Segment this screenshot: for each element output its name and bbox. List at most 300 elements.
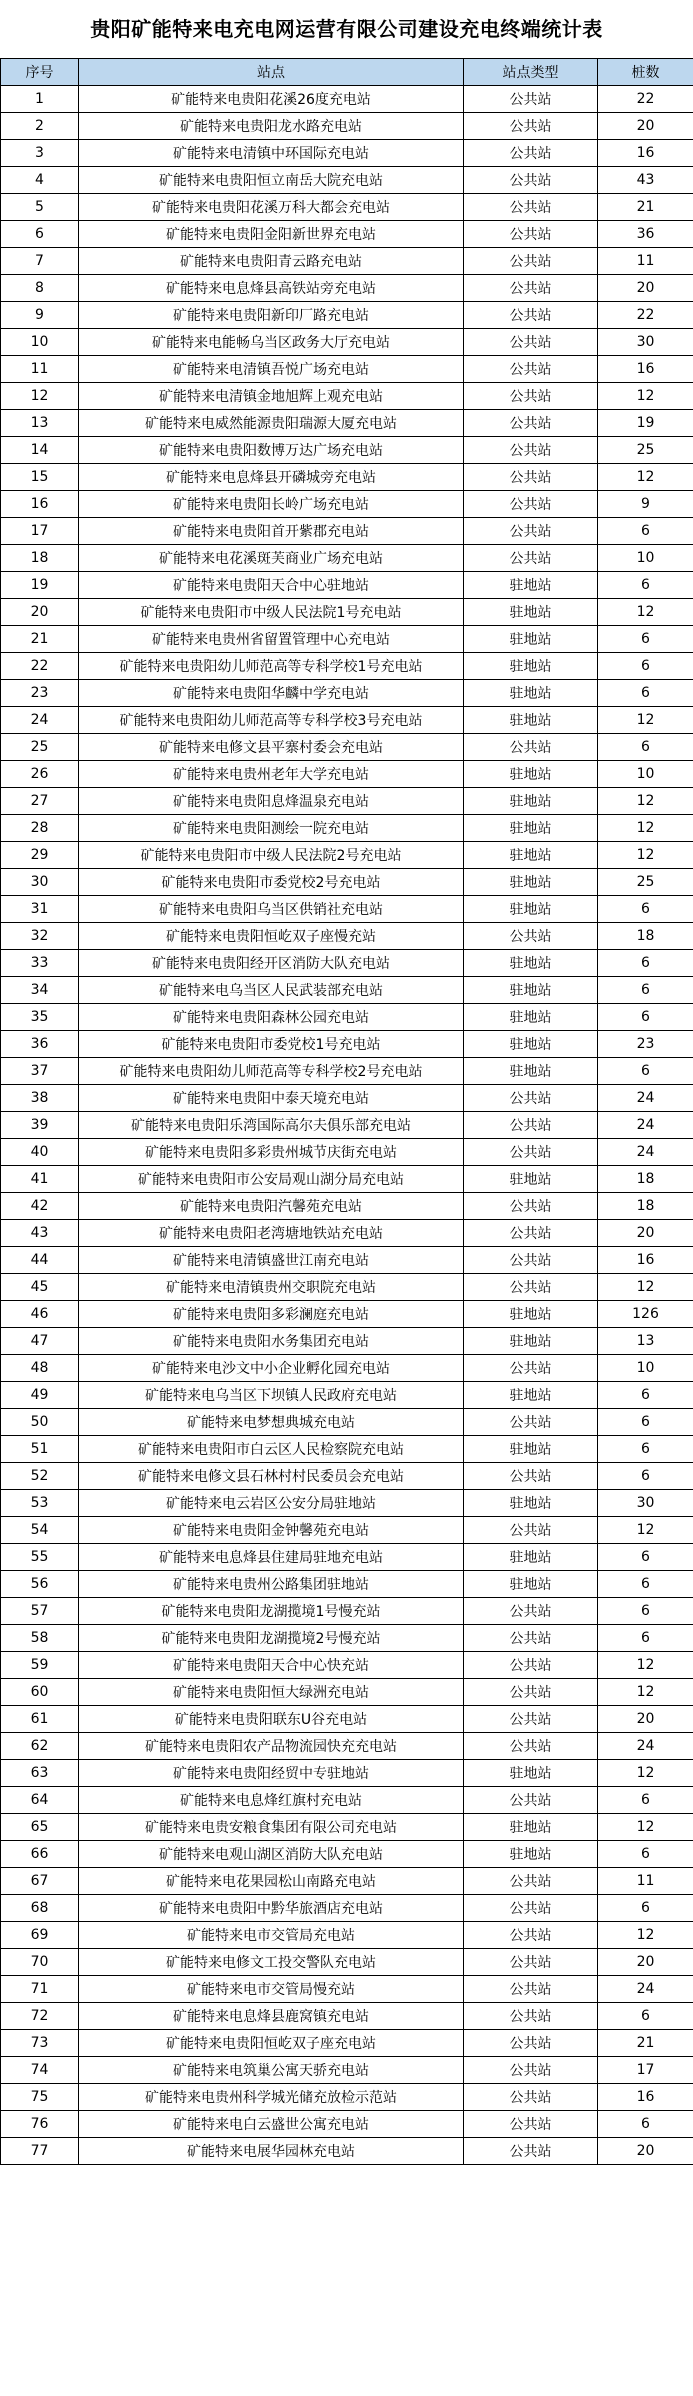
station-name-cell: 矿能特来电清镇盛世江南充电站 xyxy=(79,1247,464,1274)
table-row xyxy=(1,1004,693,1031)
row-number-cell: 35 xyxy=(1,1004,79,1031)
pile-count-cell: 6 xyxy=(598,1382,693,1409)
station-type-cell: 驻地站 xyxy=(464,977,598,1004)
table-row xyxy=(1,1733,693,1760)
station-name-cell: 矿能特来电乌当区人民武装部充电站 xyxy=(79,977,464,1004)
station-type-cell: 驻地站 xyxy=(464,626,598,653)
pile-count-cell: 6 xyxy=(598,1571,693,1598)
station-name-cell: 矿能特来电贵阳市中级人民法院2号充电站 xyxy=(79,842,464,869)
pile-count-cell: 6 xyxy=(598,2111,693,2138)
station-type-cell: 公共站 xyxy=(464,1976,598,2003)
row-number-cell: 72 xyxy=(1,2003,79,2030)
station-name-cell: 矿能特来电贵阳恒立南岳大院充电站 xyxy=(79,167,464,194)
station-name-cell: 矿能特来电贵阳龙水路充电站 xyxy=(79,113,464,140)
station-type-cell: 驻地站 xyxy=(464,869,598,896)
row-number-cell: 2 xyxy=(1,113,79,140)
row-number-cell: 56 xyxy=(1,1571,79,1598)
pile-count-cell: 18 xyxy=(598,1166,693,1193)
station-type-cell: 公共站 xyxy=(464,1679,598,1706)
station-name-cell: 矿能特来电贵阳幼儿师范高等专科学校3号充电站 xyxy=(79,707,464,734)
table-row xyxy=(1,1787,693,1814)
station-name-cell: 矿能特来电梦想典城充电站 xyxy=(79,1409,464,1436)
station-type-cell: 公共站 xyxy=(464,464,598,491)
station-type-cell: 驻地站 xyxy=(464,680,598,707)
table-row xyxy=(1,491,693,518)
row-number-cell: 38 xyxy=(1,1085,79,1112)
pile-count-cell: 6 xyxy=(598,1895,693,1922)
table-row xyxy=(1,302,693,329)
table-row xyxy=(1,1841,693,1868)
pile-count-cell: 10 xyxy=(598,1355,693,1382)
row-number-cell: 44 xyxy=(1,1247,79,1274)
row-number-cell: 74 xyxy=(1,2057,79,2084)
station-type-cell: 驻地站 xyxy=(464,1382,598,1409)
table-row xyxy=(1,113,693,140)
station-name-cell: 矿能特来电贵阳中泰天境充电站 xyxy=(79,1085,464,1112)
row-number-cell: 22 xyxy=(1,653,79,680)
row-number-cell: 73 xyxy=(1,2030,79,2057)
table-row xyxy=(1,1544,693,1571)
row-number-cell: 52 xyxy=(1,1463,79,1490)
header-no: 序号 xyxy=(1,59,79,86)
pile-count-cell: 12 xyxy=(598,1814,693,1841)
station-name-cell: 矿能特来电贵阳恒屹双子座充电站 xyxy=(79,2030,464,2057)
table-row xyxy=(1,1868,693,1895)
pile-count-cell: 36 xyxy=(598,221,693,248)
station-type-cell: 公共站 xyxy=(464,1220,598,1247)
station-name-cell: 矿能特来电能畅乌当区政务大厅充电站 xyxy=(79,329,464,356)
row-number-cell: 4 xyxy=(1,167,79,194)
station-type-cell: 驻地站 xyxy=(464,653,598,680)
station-type-cell: 公共站 xyxy=(464,2030,598,2057)
pile-count-cell: 16 xyxy=(598,140,693,167)
station-type-cell: 公共站 xyxy=(464,2057,598,2084)
row-number-cell: 41 xyxy=(1,1166,79,1193)
pile-count-cell: 16 xyxy=(598,356,693,383)
station-name-cell: 矿能特来电贵阳花溪万科大都会充电站 xyxy=(79,194,464,221)
row-number-cell: 64 xyxy=(1,1787,79,1814)
station-type-cell: 驻地站 xyxy=(464,1301,598,1328)
station-type-cell: 公共站 xyxy=(464,2111,598,2138)
station-name-cell: 矿能特来电贵阳市中级人民法院1号充电站 xyxy=(79,599,464,626)
table-row xyxy=(1,221,693,248)
station-type-cell: 驻地站 xyxy=(464,1544,598,1571)
row-number-cell: 70 xyxy=(1,1949,79,1976)
pile-count-cell: 6 xyxy=(598,977,693,1004)
header-type: 站点类型 xyxy=(464,59,598,86)
row-number-cell: 36 xyxy=(1,1031,79,1058)
station-type-cell: 公共站 xyxy=(464,2138,598,2165)
table-row xyxy=(1,572,693,599)
table-row xyxy=(1,1355,693,1382)
table-row xyxy=(1,1274,693,1301)
pile-count-cell: 12 xyxy=(598,707,693,734)
table-row xyxy=(1,950,693,977)
table-row xyxy=(1,1976,693,2003)
table-row xyxy=(1,248,693,275)
station-type-cell: 公共站 xyxy=(464,248,598,275)
header-name: 站点 xyxy=(79,59,464,86)
station-type-cell: 公共站 xyxy=(464,2084,598,2111)
row-number-cell: 61 xyxy=(1,1706,79,1733)
row-number-cell: 29 xyxy=(1,842,79,869)
station-type-cell: 公共站 xyxy=(464,221,598,248)
table-row xyxy=(1,2057,693,2084)
row-number-cell: 20 xyxy=(1,599,79,626)
station-name-cell: 矿能特来电清镇吾悦广场充电站 xyxy=(79,356,464,383)
pile-count-cell: 25 xyxy=(598,869,693,896)
station-name-cell: 矿能特来电清镇金地旭辉上观充电站 xyxy=(79,383,464,410)
row-number-cell: 28 xyxy=(1,815,79,842)
station-name-cell: 矿能特来电贵阳市委党校2号充电站 xyxy=(79,869,464,896)
table-row xyxy=(1,545,693,572)
station-type-cell: 驻地站 xyxy=(464,1328,598,1355)
table-row xyxy=(1,1409,693,1436)
station-name-cell: 矿能特来电贵阳数博万达广场充电站 xyxy=(79,437,464,464)
table-row xyxy=(1,923,693,950)
station-type-cell: 公共站 xyxy=(464,1463,598,1490)
table-row xyxy=(1,1625,693,1652)
station-name-cell: 矿能特来电贵安粮食集团有限公司充电站 xyxy=(79,1814,464,1841)
row-number-cell: 27 xyxy=(1,788,79,815)
row-number-cell: 15 xyxy=(1,464,79,491)
row-number-cell: 58 xyxy=(1,1625,79,1652)
pile-count-cell: 16 xyxy=(598,1247,693,1274)
pile-count-cell: 24 xyxy=(598,1112,693,1139)
station-type-cell: 驻地站 xyxy=(464,1058,598,1085)
row-number-cell: 8 xyxy=(1,275,79,302)
row-number-cell: 7 xyxy=(1,248,79,275)
station-name-cell: 矿能特来电贵阳息烽温泉充电站 xyxy=(79,788,464,815)
table-row xyxy=(1,140,693,167)
station-name-cell: 矿能特来电展华园林充电站 xyxy=(79,2138,464,2165)
table-row xyxy=(1,761,693,788)
table-row xyxy=(1,1166,693,1193)
table-row xyxy=(1,1571,693,1598)
station-name-cell: 矿能特来电贵阳多彩澜庭充电站 xyxy=(79,1301,464,1328)
row-number-cell: 40 xyxy=(1,1139,79,1166)
station-type-cell: 公共站 xyxy=(464,356,598,383)
table-row xyxy=(1,1706,693,1733)
table-row xyxy=(1,356,693,383)
row-number-cell: 31 xyxy=(1,896,79,923)
station-name-cell: 矿能特来电息烽县住建局驻地充电站 xyxy=(79,1544,464,1571)
row-number-cell: 42 xyxy=(1,1193,79,1220)
pile-count-cell: 30 xyxy=(598,329,693,356)
row-number-cell: 32 xyxy=(1,923,79,950)
table-row xyxy=(1,1490,693,1517)
station-type-cell: 公共站 xyxy=(464,1112,598,1139)
pile-count-cell: 6 xyxy=(598,572,693,599)
station-name-cell: 矿能特来电贵阳幼儿师范高等专科学校2号充电站 xyxy=(79,1058,464,1085)
station-type-cell: 公共站 xyxy=(464,275,598,302)
pile-count-cell: 6 xyxy=(598,680,693,707)
station-type-cell: 公共站 xyxy=(464,1517,598,1544)
pile-count-cell: 6 xyxy=(598,734,693,761)
pile-count-cell: 12 xyxy=(598,1517,693,1544)
row-number-cell: 24 xyxy=(1,707,79,734)
pile-count-cell: 43 xyxy=(598,167,693,194)
table-row xyxy=(1,167,693,194)
station-type-cell: 驻地站 xyxy=(464,1166,598,1193)
station-type-cell: 公共站 xyxy=(464,1085,598,1112)
pile-count-cell: 6 xyxy=(598,1544,693,1571)
table-row xyxy=(1,437,693,464)
pile-count-cell: 11 xyxy=(598,1868,693,1895)
table-row xyxy=(1,1058,693,1085)
station-name-cell: 矿能特来电清镇贵州交职院充电站 xyxy=(79,1274,464,1301)
pile-count-cell: 30 xyxy=(598,1490,693,1517)
pile-count-cell: 12 xyxy=(598,1760,693,1787)
table-row xyxy=(1,1463,693,1490)
row-number-cell: 30 xyxy=(1,869,79,896)
table-row xyxy=(1,842,693,869)
station-type-cell: 公共站 xyxy=(464,1274,598,1301)
station-type-cell: 公共站 xyxy=(464,1733,598,1760)
station-type-cell: 驻地站 xyxy=(464,1031,598,1058)
row-number-cell: 75 xyxy=(1,2084,79,2111)
row-number-cell: 62 xyxy=(1,1733,79,1760)
station-name-cell: 矿能特来电沙文中小企业孵化园充电站 xyxy=(79,1355,464,1382)
row-number-cell: 51 xyxy=(1,1436,79,1463)
pile-count-cell: 6 xyxy=(598,1463,693,1490)
pile-count-cell: 20 xyxy=(598,275,693,302)
pile-count-cell: 23 xyxy=(598,1031,693,1058)
table-row xyxy=(1,1031,693,1058)
station-name-cell: 矿能特来电贵阳市公安局观山湖分局充电站 xyxy=(79,1166,464,1193)
row-number-cell: 33 xyxy=(1,950,79,977)
table-row xyxy=(1,194,693,221)
row-number-cell: 26 xyxy=(1,761,79,788)
pile-count-cell: 9 xyxy=(598,491,693,518)
pile-count-cell: 6 xyxy=(598,896,693,923)
table-row xyxy=(1,1112,693,1139)
station-type-cell: 公共站 xyxy=(464,329,598,356)
station-name-cell: 矿能特来电贵阳首开紫郡充电站 xyxy=(79,518,464,545)
station-name-cell: 矿能特来电贵阳乐湾国际高尔夫俱乐部充电站 xyxy=(79,1112,464,1139)
table-row xyxy=(1,2003,693,2030)
station-type-cell: 驻地站 xyxy=(464,1490,598,1517)
station-name-cell: 矿能特来电贵州科学城光储充放检示范站 xyxy=(79,2084,464,2111)
station-type-cell: 公共站 xyxy=(464,1895,598,1922)
table-row xyxy=(1,896,693,923)
table-row xyxy=(1,815,693,842)
station-name-cell: 矿能特来电修文县石林村村民委员会充电站 xyxy=(79,1463,464,1490)
pile-count-cell: 20 xyxy=(598,1949,693,1976)
row-number-cell: 65 xyxy=(1,1814,79,1841)
row-number-cell: 14 xyxy=(1,437,79,464)
station-name-cell: 矿能特来电贵阳联东U谷充电站 xyxy=(79,1706,464,1733)
station-name-cell: 矿能特来电息烽县鹿窝镇充电站 xyxy=(79,2003,464,2030)
station-name-cell: 矿能特来电贵阳中黔华旅酒店充电站 xyxy=(79,1895,464,1922)
station-name-cell: 矿能特来电贵阳经贸中专驻地站 xyxy=(79,1760,464,1787)
pile-count-cell: 12 xyxy=(598,1922,693,1949)
table-row xyxy=(1,1679,693,1706)
station-name-cell: 矿能特来电筑巢公寓天骄充电站 xyxy=(79,2057,464,2084)
row-number-cell: 37 xyxy=(1,1058,79,1085)
pile-count-cell: 17 xyxy=(598,2057,693,2084)
table-row xyxy=(1,1760,693,1787)
station-name-cell: 矿能特来电贵州老年大学充电站 xyxy=(79,761,464,788)
station-name-cell: 矿能特来电白云盛世公寓充电站 xyxy=(79,2111,464,2138)
station-name-cell: 矿能特来电贵阳恒大绿洲充电站 xyxy=(79,1679,464,1706)
row-number-cell: 10 xyxy=(1,329,79,356)
station-type-cell: 驻地站 xyxy=(464,572,598,599)
pile-count-cell: 22 xyxy=(598,302,693,329)
pile-count-cell: 6 xyxy=(598,1787,693,1814)
pile-count-cell: 6 xyxy=(598,626,693,653)
station-name-cell: 矿能特来电贵州省留置管理中心充电站 xyxy=(79,626,464,653)
table-row xyxy=(1,2084,693,2111)
table-row xyxy=(1,2138,693,2165)
station-name-cell: 矿能特来电修文工投交警队充电站 xyxy=(79,1949,464,1976)
station-name-cell: 矿能特来电贵阳金钟馨苑充电站 xyxy=(79,1517,464,1544)
station-name-cell: 矿能特来电花溪斑芙商业广场充电站 xyxy=(79,545,464,572)
station-type-cell: 驻地站 xyxy=(464,1841,598,1868)
station-type-cell: 驻地站 xyxy=(464,599,598,626)
pile-count-cell: 6 xyxy=(598,1004,693,1031)
station-name-cell: 矿能特来电贵阳幼儿师范高等专科学校1号充电站 xyxy=(79,653,464,680)
pile-count-cell: 6 xyxy=(598,2003,693,2030)
table-row xyxy=(1,599,693,626)
pile-count-cell: 22 xyxy=(598,86,693,113)
table-row xyxy=(1,626,693,653)
row-number-cell: 21 xyxy=(1,626,79,653)
page-title: 贵阳矿能特来电充电网运营有限公司建设充电终端统计表 xyxy=(90,17,603,41)
row-number-cell: 25 xyxy=(1,734,79,761)
row-number-cell: 77 xyxy=(1,2138,79,2165)
row-number-cell: 71 xyxy=(1,1976,79,2003)
pile-count-cell: 6 xyxy=(598,1409,693,1436)
row-number-cell: 23 xyxy=(1,680,79,707)
row-number-cell: 16 xyxy=(1,491,79,518)
row-number-cell: 13 xyxy=(1,410,79,437)
pile-count-cell: 6 xyxy=(598,1625,693,1652)
table-row xyxy=(1,329,693,356)
table-row xyxy=(1,653,693,680)
table-row xyxy=(1,1598,693,1625)
station-type-cell: 公共站 xyxy=(464,1193,598,1220)
station-name-cell: 矿能特来电乌当区下坝镇人民政府充电站 xyxy=(79,1382,464,1409)
pile-count-cell: 20 xyxy=(598,1220,693,1247)
row-number-cell: 66 xyxy=(1,1841,79,1868)
station-name-cell: 矿能特来电贵阳市白云区人民检察院充电站 xyxy=(79,1436,464,1463)
station-type-cell: 公共站 xyxy=(464,140,598,167)
pile-count-cell: 21 xyxy=(598,2030,693,2057)
table-header-row xyxy=(1,59,693,86)
row-number-cell: 54 xyxy=(1,1517,79,1544)
table-row xyxy=(1,1895,693,1922)
station-name-cell: 矿能特来电市交管局慢充站 xyxy=(79,1976,464,2003)
table-row xyxy=(1,1220,693,1247)
table-row xyxy=(1,383,693,410)
pile-count-cell: 10 xyxy=(598,545,693,572)
table-row xyxy=(1,977,693,1004)
station-name-cell: 矿能特来电贵阳新印厂路充电站 xyxy=(79,302,464,329)
pile-count-cell: 16 xyxy=(598,2084,693,2111)
pile-count-cell: 6 xyxy=(598,1598,693,1625)
station-type-cell: 公共站 xyxy=(464,410,598,437)
row-number-cell: 68 xyxy=(1,1895,79,1922)
row-number-cell: 47 xyxy=(1,1328,79,1355)
station-name-cell: 矿能特来电贵阳花溪26度充电站 xyxy=(79,86,464,113)
station-name-cell: 矿能特来电息烽县高铁站旁充电站 xyxy=(79,275,464,302)
pile-count-cell: 12 xyxy=(598,599,693,626)
pile-count-cell: 20 xyxy=(598,1706,693,1733)
station-name-cell: 矿能特来电贵阳市委党校1号充电站 xyxy=(79,1031,464,1058)
station-type-cell: 驻地站 xyxy=(464,788,598,815)
station-type-cell: 驻地站 xyxy=(464,815,598,842)
station-type-cell: 公共站 xyxy=(464,734,598,761)
pile-count-cell: 24 xyxy=(598,1976,693,2003)
statistics-table xyxy=(0,58,693,2165)
station-name-cell: 矿能特来电贵阳金阳新世界充电站 xyxy=(79,221,464,248)
station-type-cell: 公共站 xyxy=(464,545,598,572)
row-number-cell: 53 xyxy=(1,1490,79,1517)
table-row xyxy=(1,1517,693,1544)
station-type-cell: 公共站 xyxy=(464,1922,598,1949)
station-name-cell: 矿能特来电息烽县开磷城旁充电站 xyxy=(79,464,464,491)
table-row xyxy=(1,518,693,545)
station-name-cell: 矿能特来电贵州公路集团驻地站 xyxy=(79,1571,464,1598)
station-type-cell: 公共站 xyxy=(464,1409,598,1436)
station-name-cell: 矿能特来电观山湖区消防大队充电站 xyxy=(79,1841,464,1868)
station-type-cell: 驻地站 xyxy=(464,1814,598,1841)
row-number-cell: 11 xyxy=(1,356,79,383)
pile-count-cell: 12 xyxy=(598,1274,693,1301)
station-type-cell: 驻地站 xyxy=(464,1571,598,1598)
station-type-cell: 驻地站 xyxy=(464,950,598,977)
table-row xyxy=(1,2111,693,2138)
table-row xyxy=(1,86,693,113)
station-name-cell: 矿能特来电贵阳经开区消防大队充电站 xyxy=(79,950,464,977)
row-number-cell: 17 xyxy=(1,518,79,545)
station-name-cell: 矿能特来电威然能源贵阳瑞源大厦充电站 xyxy=(79,410,464,437)
table-row xyxy=(1,410,693,437)
pile-count-cell: 25 xyxy=(598,437,693,464)
table-row xyxy=(1,1085,693,1112)
station-type-cell: 驻地站 xyxy=(464,842,598,869)
row-number-cell: 34 xyxy=(1,977,79,1004)
header-count: 桩数 xyxy=(598,59,693,86)
row-number-cell: 48 xyxy=(1,1355,79,1382)
row-number-cell: 18 xyxy=(1,545,79,572)
station-type-cell: 公共站 xyxy=(464,2003,598,2030)
table-row xyxy=(1,1382,693,1409)
table-row xyxy=(1,1949,693,1976)
station-name-cell: 矿能特来电贵阳华麟中学充电站 xyxy=(79,680,464,707)
table-row xyxy=(1,707,693,734)
table-row xyxy=(1,275,693,302)
row-number-cell: 67 xyxy=(1,1868,79,1895)
station-name-cell: 矿能特来电贵阳农产品物流园快充充电站 xyxy=(79,1733,464,1760)
station-type-cell: 公共站 xyxy=(464,923,598,950)
table-body xyxy=(1,86,693,2165)
table-row xyxy=(1,788,693,815)
table-row xyxy=(1,1922,693,1949)
row-number-cell: 76 xyxy=(1,2111,79,2138)
station-name-cell: 矿能特来电贵阳汽馨苑充电站 xyxy=(79,1193,464,1220)
station-type-cell: 驻地站 xyxy=(464,1004,598,1031)
station-name-cell: 矿能特来电市交管局充电站 xyxy=(79,1922,464,1949)
pile-count-cell: 10 xyxy=(598,761,693,788)
pile-count-cell: 13 xyxy=(598,1328,693,1355)
station-type-cell: 公共站 xyxy=(464,437,598,464)
row-number-cell: 63 xyxy=(1,1760,79,1787)
row-number-cell: 69 xyxy=(1,1922,79,1949)
station-name-cell: 矿能特来电贵阳测绘一院充电站 xyxy=(79,815,464,842)
table-row xyxy=(1,869,693,896)
